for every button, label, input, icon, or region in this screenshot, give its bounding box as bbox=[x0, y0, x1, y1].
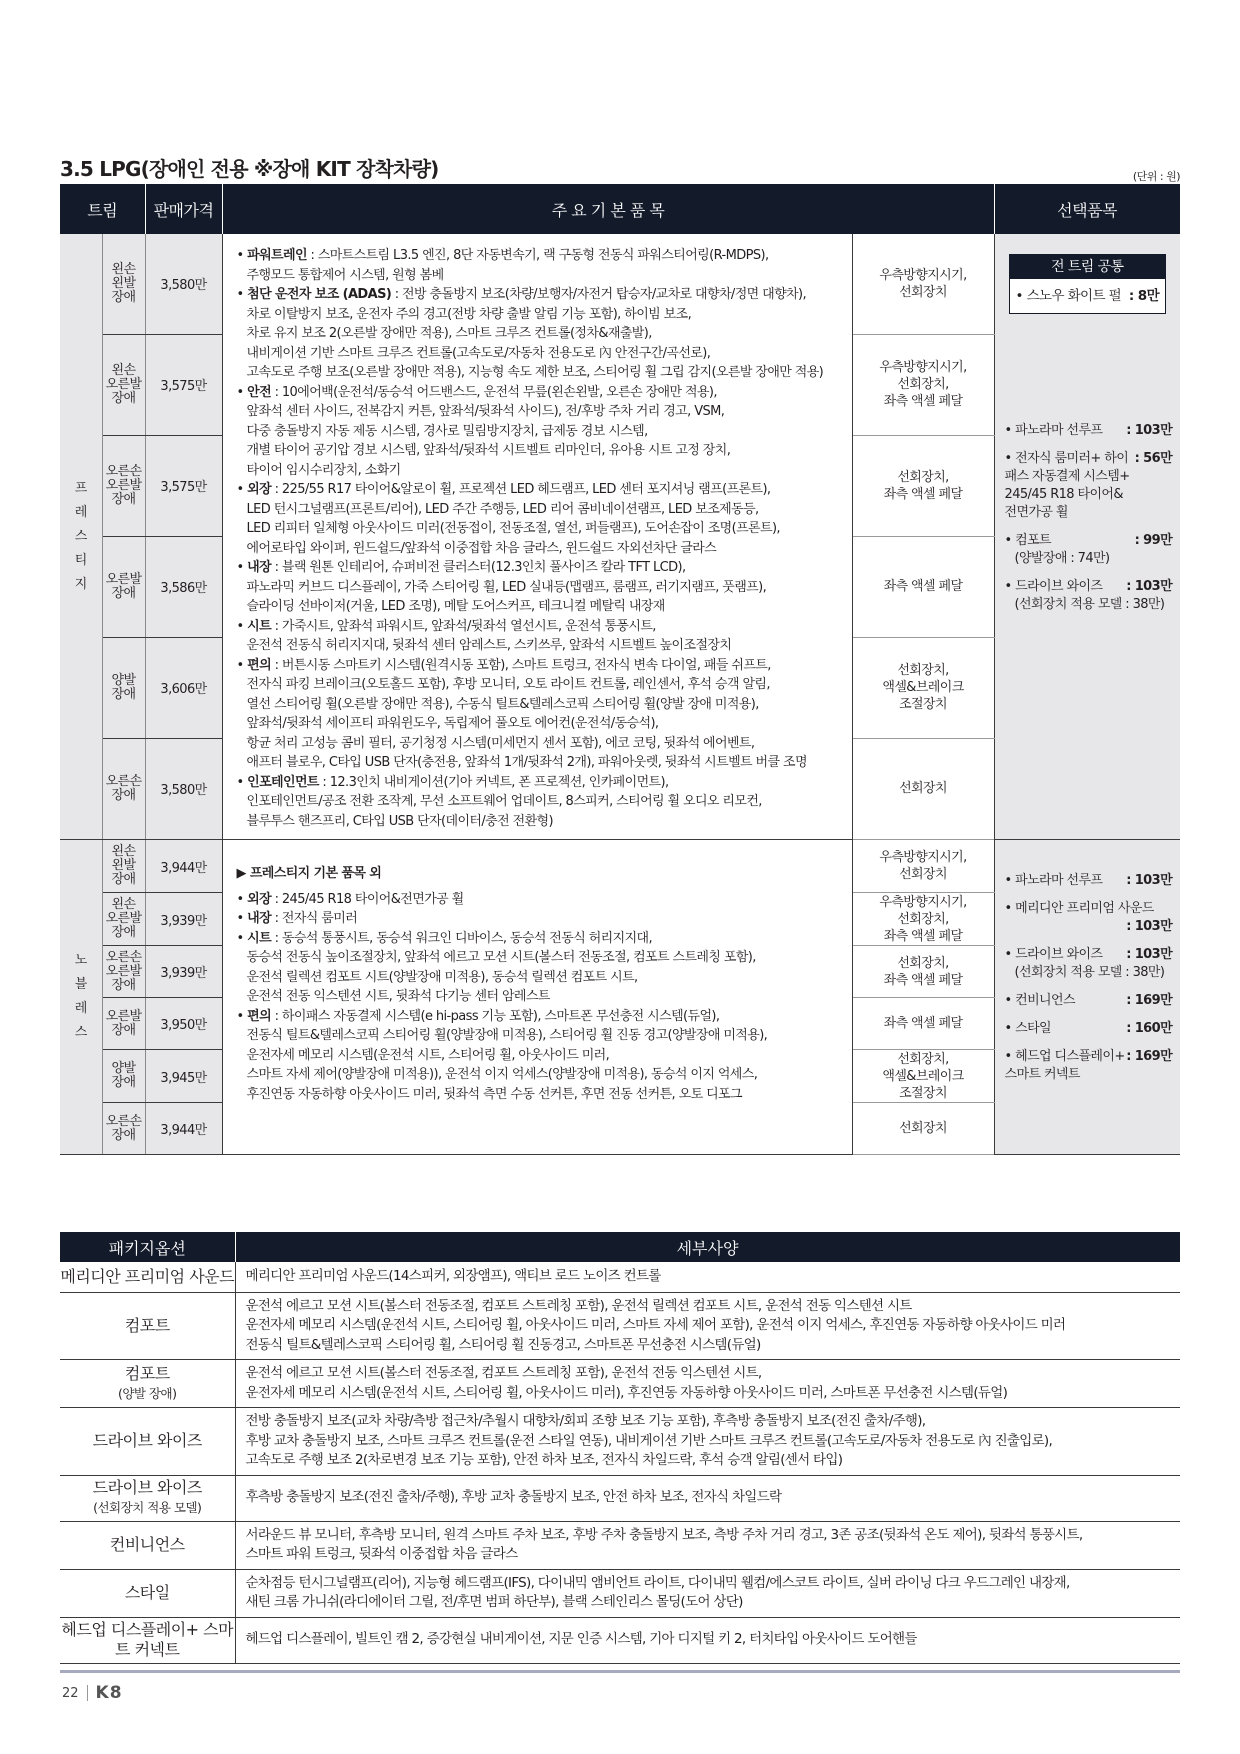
footer-divider bbox=[60, 1670, 1180, 1673]
package-detail-line: 전방 충돌방지 보조(교차 차량/측방 접근차/추월시 대향차/회피 조향 보조 기능 포함), 후측방 충돌방지 보조(전진 출차/주행), bbox=[245, 1413, 926, 1429]
model-char: 노 bbox=[74, 953, 87, 968]
feature-item bbox=[235, 558, 844, 617]
model-char: 블 bbox=[74, 977, 87, 992]
feature-label: 내장 bbox=[247, 560, 272, 575]
feature-text: 고속도로 주행 보조(오른발 장애만 적용), 지능형 속도 제한 보조, 스티어링 휠 그립 감지(오른발 장애만 적용) bbox=[246, 365, 824, 380]
package-name bbox=[60, 1617, 235, 1663]
feature-text: 운전자세 메모리 시스템(운전석 시트, 스티어링 휠, 아웃사이드 미러, bbox=[246, 1047, 610, 1063]
feature-text: : 블랙 원톤 인테리어, 슈퍼비전 클러스터(12.3인치 풀사이즈 칼라 TFT LCD), bbox=[271, 560, 686, 575]
spec-table bbox=[60, 184, 1181, 1155]
feature-text: 스마트 자세 제어(양발장애 미적용)), 운전석 이지 억세스(양발장애 미적용), 동승석 이지 억세스, bbox=[246, 1067, 758, 1082]
trim-name bbox=[102, 637, 145, 738]
equipment-line: 좌측 액셀 페달 bbox=[883, 579, 963, 595]
feature-text: 차로 이탈방지 보조, 운전자 주의 경고(전방 차량 출발 알림 기능 포함), 하이빔 보조, bbox=[246, 306, 692, 322]
feature-text: 파노라믹 커브드 디스플레이, 가죽 스티어링 휠, LED 실내등(맵램프, 룸램프, 러기지램프, 풋램프), bbox=[246, 579, 767, 595]
trim-specific-equipment bbox=[852, 637, 994, 738]
package-row bbox=[60, 1408, 1180, 1476]
feature-label: 안전 bbox=[247, 384, 272, 400]
trim-specific-equipment bbox=[852, 998, 994, 1050]
trim-name bbox=[102, 234, 145, 334]
trim-line: 장애 bbox=[111, 1022, 136, 1038]
feature-item bbox=[235, 383, 844, 481]
trim-line: 오른발 bbox=[105, 911, 142, 926]
noblesse-row bbox=[60, 840, 1180, 893]
trim-line: 장애 bbox=[111, 390, 136, 406]
package-detail-line: 서라운드 뷰 모니터, 후측방 모니터, 원격 스마트 주차 보조, 후방 주차 충돌방지 보조, 측방 주차 거리 경고, 3존 공조(뒷좌석 온도 제어), 뒷좌석 통풍시트, bbox=[245, 1526, 1083, 1543]
package-detail bbox=[235, 1475, 1180, 1521]
package-table bbox=[60, 1232, 1181, 1664]
header-options: 선택품목 bbox=[994, 184, 1180, 234]
package-name-text: 드라이브 와이즈 bbox=[92, 1431, 202, 1451]
noblesse-main-features bbox=[222, 840, 852, 1155]
feature-item bbox=[235, 1007, 844, 1105]
package-name-text: 드라이브 와이즈 bbox=[92, 1478, 202, 1497]
package-detail-line: 운전자세 메모리 시스템(운전석 시트, 스티어링 휠, 아웃사이드 미러, 스마트 자세 제어 포함), 운전석 이지 억세스, 후진연동 자동하향 아웃사이드 미러 bbox=[245, 1317, 1066, 1333]
equipment-line: 선회장치, bbox=[897, 469, 949, 485]
package-detail bbox=[235, 1408, 1180, 1476]
feature-text: 항균 처리 고성능 콤비 필터, 공기청정 시스템(미세먼지 센서 포함), 에코 코팅, 뒷좌석 에어벤트, bbox=[246, 735, 755, 751]
trim-name bbox=[102, 946, 145, 998]
trim-specific-equipment bbox=[852, 893, 994, 946]
package-detail-line: 후측방 충돌방지 보조(전진 출차/주행), 후방 교차 충돌방지 보조, 안전 하차 보조, 전자식 차일드락 bbox=[245, 1489, 782, 1506]
trim-price: 3,606만 bbox=[145, 637, 222, 738]
trim-specific-equipment bbox=[852, 334, 994, 435]
feature-text: 블루투스 핸즈프리, C타입 USB 단자(데이터/충전 전환형) bbox=[246, 813, 553, 829]
feature-label: 인포테인먼트 bbox=[247, 774, 319, 790]
prestige-main-features bbox=[222, 234, 852, 840]
option-name: • 컨비니언스 bbox=[1004, 993, 1075, 1008]
trim-line: 오른발 bbox=[105, 963, 142, 979]
trim-line: 양발 bbox=[111, 1061, 136, 1076]
equipment-line: 액셀&브레이크 bbox=[882, 1068, 964, 1084]
noblesse-model-name bbox=[60, 840, 102, 1155]
header-price: 판매가격 bbox=[145, 184, 222, 234]
equipment-line: 선회장치 bbox=[899, 781, 947, 797]
intro-line: ▶ 프레스티지 기본 품목 외 bbox=[236, 866, 382, 881]
equipment-line: 선회장치, bbox=[897, 955, 949, 971]
feature-text: 운전석 전동 익스텐션 시트, 뒷좌석 다기능 센터 암레스트 bbox=[246, 989, 550, 1004]
trim-line: 장애 bbox=[111, 1075, 136, 1090]
trim-line: 장애 bbox=[111, 289, 136, 305]
feature-text: 앞좌석/뒷좌석 세이프티 파워윈도우, 독립제어 풀오토 에어컨(운전석/동승석), bbox=[246, 716, 659, 731]
option-note: (양발장애 : 74만) bbox=[1014, 551, 1110, 566]
package-detail-line: 전동식 틸트&텔레스코픽 스티어링 휠, 스티어링 휠 진동경고, 스마트폰 무선충전 시스템(듀얼) bbox=[245, 1336, 761, 1353]
package-detail bbox=[235, 1617, 1180, 1663]
feature-text: 인포테인먼트/공조 전환 조작계, 무선 소프트웨어 업데이트, 8스피커, 스티어링 휠 오디오 리모컨, bbox=[246, 794, 762, 809]
trim-line: 왼발 bbox=[111, 275, 136, 291]
unit-note: (단위 : 원) bbox=[1132, 170, 1180, 183]
feature-text: LED 턴시그널램프(프론트/리어), LED 주간 주행등, LED 리어 콤비네이션램프, LED 보조제동등, bbox=[246, 501, 759, 517]
bullet: • bbox=[236, 657, 248, 673]
equipment-line: 좌측 액셀 페달 bbox=[883, 972, 963, 988]
option-price: : 169만 bbox=[1126, 1049, 1173, 1064]
option-price: : 103만 bbox=[1126, 423, 1173, 438]
feature-text: 주행모드 통합제어 시스템, 원형 봄베 bbox=[246, 267, 444, 283]
trim-price: 3,945만 bbox=[145, 1050, 222, 1103]
package-header-detail: 세부사양 bbox=[235, 1232, 1180, 1262]
trim-price: 3,575만 bbox=[145, 334, 222, 435]
option-name: • 메리디안 프리미엄 사운드 bbox=[1004, 901, 1154, 916]
feature-text: : 가죽시트, 앞좌석 파워시트, 앞좌석/뒷좌석 열선시트, 운전석 통풍시트, bbox=[271, 618, 656, 634]
trim-specific-equipment bbox=[852, 946, 994, 998]
brand-name: K8 bbox=[95, 1683, 123, 1703]
option-item bbox=[1005, 532, 1173, 568]
option-price: : 8만 bbox=[1128, 288, 1160, 304]
trim-line: 왼손 bbox=[111, 261, 136, 277]
feature-text: 개별 타이어 공기압 경보 시스템, 앞좌석/뒷좌석 시트벨트 리마인더, 유아용 시트 고정 장치, bbox=[246, 443, 731, 458]
feature-item bbox=[235, 909, 844, 929]
feature-text: : 전방 충돌방지 보조(차량/보행자/자전거 탑승자/교차로 대향차/정면 대향차), bbox=[391, 287, 807, 302]
package-detail bbox=[235, 1569, 1180, 1617]
package-name bbox=[60, 1521, 235, 1569]
package-detail-line: 운전자세 메모리 시스템(운전석 시트, 스티어링 휠, 아웃사이드 미러), 후진연동 자동하향 아웃사이드 미러, 스마트폰 무선충전 시스템(듀얼) bbox=[245, 1384, 1008, 1401]
feature-text: : 버튼시동 스마트키 시스템(원격시동 포함), 스마트 트렁크, 전자식 변속 다이얼, 패들 쉬프트, bbox=[271, 657, 771, 673]
noblesse-options bbox=[994, 840, 1180, 1155]
feature-text: : 전자식 룸미러 bbox=[271, 911, 358, 926]
package-detail-line: 메리디안 프리미엄 사운드(14스피커, 외장앰프), 액티브 로드 노이즈 컨트롤 bbox=[245, 1268, 661, 1284]
package-detail-line: 후방 교차 충돌방지 보조, 스마트 크루즈 컨트롤(운전 스타일 연동), 내비게이션 기반 스마트 크루즈 컨트롤(고속도로/자동차 전용도로 內 진출입로), bbox=[245, 1432, 1053, 1449]
common-option-item bbox=[1010, 279, 1166, 313]
option-price: : 99만 bbox=[1134, 533, 1173, 548]
feature-label: 시트 bbox=[247, 618, 272, 634]
trim-line: 오른손 bbox=[105, 773, 142, 789]
trim-price: 3,944만 bbox=[145, 1103, 222, 1155]
feature-item bbox=[235, 656, 844, 773]
package-row bbox=[60, 1569, 1180, 1617]
equipment-line: 좌측 액셀 페달 bbox=[883, 394, 963, 410]
trim-line: 오른발 bbox=[105, 477, 142, 493]
feature-item bbox=[235, 890, 844, 910]
model-char: 프 bbox=[74, 480, 87, 496]
feature-text: : 10에어백(운전석/동승석 어드밴스드, 운전석 무릎(왼손왼발, 오른손 장애만 적용), bbox=[271, 384, 717, 400]
bullet: • bbox=[236, 891, 248, 907]
option-item bbox=[1005, 872, 1173, 890]
equipment-line: 선회장치, bbox=[897, 1051, 949, 1067]
package-detail bbox=[235, 1262, 1180, 1292]
feature-item bbox=[235, 285, 844, 383]
model-char: 레 bbox=[74, 504, 87, 520]
option-item bbox=[1005, 578, 1173, 614]
option-price: : 169만 bbox=[1126, 993, 1173, 1008]
trim-specific-equipment bbox=[852, 1050, 994, 1103]
option-note: (선회장치 적용 모델 : 38만) bbox=[1014, 965, 1165, 980]
package-name-text: 스타일 bbox=[124, 1583, 170, 1602]
equipment-line: 조절장치 bbox=[899, 697, 947, 713]
package-name bbox=[60, 1408, 235, 1476]
option-price: : 56만 bbox=[1134, 451, 1173, 466]
trim-specific-equipment bbox=[852, 536, 994, 637]
package-header-row bbox=[60, 1232, 1180, 1262]
package-name-text: 컴포트 bbox=[124, 1363, 170, 1383]
model-char: 지 bbox=[74, 576, 87, 592]
trim-specific-equipment bbox=[852, 738, 994, 839]
trim-line: 오른손 bbox=[105, 463, 142, 479]
header-main: 주 요 기 본 품 목 bbox=[222, 184, 994, 234]
header-trim: 트림 bbox=[60, 184, 145, 234]
prestige-options bbox=[994, 234, 1180, 840]
trim-price: 3,944만 bbox=[145, 840, 222, 893]
option-item bbox=[1005, 450, 1173, 522]
trim-line: 장애 bbox=[111, 977, 136, 993]
option-item bbox=[1005, 1020, 1173, 1038]
bullet: • bbox=[236, 384, 248, 400]
feature-label: 편의 bbox=[247, 657, 272, 673]
trim-line: 왼발 bbox=[111, 858, 136, 873]
package-name-text: 컴포트 bbox=[124, 1315, 170, 1335]
trim-line: 왼손 bbox=[111, 897, 136, 912]
package-row bbox=[60, 1360, 1180, 1408]
feature-text: 후진연동 자동하향 아웃사이드 미러, 뒷좌석 측면 수동 선커튼, 후면 전동 선커튼, 오토 디포그 bbox=[246, 1086, 742, 1102]
feature-label: 파워트레인 bbox=[247, 248, 307, 263]
package-name bbox=[60, 1262, 235, 1292]
model-char: 스 bbox=[74, 1025, 87, 1040]
package-header-name: 패키지옵션 bbox=[60, 1232, 235, 1262]
footer-separator bbox=[87, 1685, 88, 1701]
option-item bbox=[1005, 946, 1173, 982]
trim-specific-equipment bbox=[852, 234, 994, 334]
package-name bbox=[60, 1292, 235, 1360]
trim-name bbox=[102, 536, 145, 637]
feature-text: 슬라이딩 선바이저(거울, LED 조명), 메탈 도어스커프, 테크니컬 메탈릭 내장재 bbox=[246, 599, 665, 614]
feature-text: 열선 스티어링 휠(오른발 장애만 적용), 수동식 틸트&텔레스코픽 스티어링 휠(양발 장애 미적용), bbox=[246, 696, 759, 712]
package-detail-line: 운전석 에르고 모션 시트(볼스터 전동조절, 컴포트 스트레칭 포함), 운전석 전동 익스텐션 시트, bbox=[245, 1365, 762, 1381]
feature-item bbox=[235, 617, 844, 656]
feature-text: : 12.3인치 내비게이션(기아 커넥트, 폰 프로젝션, 인카페이먼트), bbox=[318, 774, 669, 790]
feature-text: : 동승석 통풍시트, 동승석 워크인 디바이스, 동승석 전동식 허리지지대, bbox=[271, 930, 653, 946]
option-price: : 103만 bbox=[1126, 947, 1173, 962]
equipment-line: 좌측 액셀 페달 bbox=[883, 1016, 963, 1031]
feature-item bbox=[235, 929, 844, 1007]
package-name-text: 헤드업 디스플레이+ 스마트 커넥트 bbox=[61, 1620, 234, 1659]
trim-name bbox=[102, 334, 145, 435]
option-name: • 파노라마 선루프 bbox=[1004, 423, 1103, 438]
feature-text: 차로 유지 보조 2(오른발 장애만 적용), 스마트 크루즈 컨트롤(정차&재출발), bbox=[246, 326, 652, 341]
option-name: • 드라이브 와이즈 bbox=[1004, 579, 1103, 594]
equipment-line: 선회장치 bbox=[899, 1121, 947, 1136]
feature-label: 외장 bbox=[247, 891, 272, 907]
option-price: : 160만 bbox=[1126, 1021, 1173, 1036]
bullet: • bbox=[236, 287, 248, 302]
package-name bbox=[60, 1569, 235, 1617]
equipment-line: 선회장치, bbox=[897, 663, 949, 679]
trim-line: 장애 bbox=[111, 787, 136, 803]
feature-text: : 245/45 R18 타이어&전면가공 휠 bbox=[271, 891, 464, 907]
bullet: • bbox=[236, 1008, 248, 1024]
trim-price: 3,586만 bbox=[145, 536, 222, 637]
trim-name bbox=[102, 1050, 145, 1103]
package-name bbox=[60, 1360, 235, 1408]
feature-text: 에어로타입 와이퍼, 윈드쉴드/앞좌석 이중접합 차음 글라스, 윈드쉴드 자외선차단 글라스 bbox=[246, 540, 717, 556]
spacer bbox=[1005, 314, 1173, 422]
feature-text: 운전석 릴렉션 컴포트 시트(양발장애 미적용), 동승석 릴렉션 컴포트 시트, bbox=[246, 969, 638, 985]
bullet: • bbox=[236, 930, 248, 946]
trim-line: 오른손 bbox=[105, 949, 142, 965]
bullet: • bbox=[236, 248, 248, 263]
trim-price: 3,939만 bbox=[145, 946, 222, 998]
package-detail bbox=[235, 1292, 1180, 1360]
feature-text: 동승석 전동식 높이조절장치, 앞좌석 에르고 모션 시트(볼스터 전동조절, 컴포트 스트레칭 포함), bbox=[246, 950, 756, 965]
feature-item bbox=[235, 480, 844, 558]
trim-line: 장애 bbox=[111, 585, 136, 601]
feature-label: 편의 bbox=[247, 1008, 272, 1024]
common-options-box bbox=[1009, 254, 1167, 314]
package-name-text: 메리디안 프리미엄 사운드 bbox=[60, 1266, 235, 1286]
feature-text: 내비게이션 기반 스마트 크루즈 컨트롤(고속도로/자동차 전용도로 內 안전구간/곡선로), bbox=[246, 345, 711, 361]
trim-specific-equipment bbox=[852, 435, 994, 536]
feature-text: : 하이패스 자동결제 시스템(e hi-pass 기능 포함), 스마트폰 무선충전 시스템(듀얼), bbox=[271, 1008, 720, 1024]
equipment-line: 우측방향지시기, bbox=[879, 360, 967, 376]
spec-header-row bbox=[60, 184, 1180, 234]
page-number: 22 bbox=[62, 1685, 79, 1701]
equipment-line: 선회장치, bbox=[897, 377, 949, 393]
package-row bbox=[60, 1475, 1180, 1521]
trim-name bbox=[102, 998, 145, 1050]
option-name: • 헤드업 디스플레이+ 스마트 커넥트 bbox=[1004, 1049, 1125, 1082]
trim-line: 장애 bbox=[111, 491, 136, 507]
feature-item bbox=[235, 773, 844, 832]
option-item bbox=[1005, 900, 1173, 936]
trim-specific-equipment bbox=[852, 1103, 994, 1155]
feature-text: : 스마트스트림 L3.5 엔진, 8단 자동변속기, 랙 구동형 전동식 파워스티어링(R-MDPS), bbox=[306, 248, 769, 263]
trim-line: 오른손 bbox=[105, 1113, 142, 1129]
feature-text: 앞좌석 센터 사이드, 전복감지 커튼, 앞좌석/뒷좌석 사이드), 전/후방 주차 거리 경고, VSM, bbox=[246, 404, 725, 419]
option-note: (선회장치 적용 모델 : 38만) bbox=[1014, 597, 1165, 612]
equipment-line: 좌측 액셀 페달 bbox=[883, 486, 963, 502]
trim-line: 장애 bbox=[111, 925, 136, 940]
feature-text: 운전석 전동식 허리지지대, 뒷좌석 센터 암레스트, 스키쓰루, 앞좌석 시트벨트 높이조절장치 bbox=[246, 638, 732, 653]
package-detail-line: 헤드업 디스플레이, 빌트인 캠 2, 증강현실 내비게이션, 지문 인증 시스템, 기아 디지털 키 2, 터치타입 아웃사이드 도어핸들 bbox=[245, 1631, 917, 1648]
bullet: • bbox=[236, 911, 248, 926]
option-item bbox=[1005, 422, 1173, 440]
feature-text: LED 리피터 일체형 아웃사이드 미러(전동접이, 전동조절, 열선, 퍼들램프), 도어손잡이 조명(프론트), bbox=[246, 521, 780, 536]
trim-name bbox=[102, 738, 145, 839]
package-detail-line: 새틴 크롬 가니쉬(라디에이터 그릴, 전/후면 범퍼 하단부), 블랙 스테인리스 몰딩(도어 상단) bbox=[245, 1594, 743, 1610]
option-name: • 컴포트 bbox=[1004, 533, 1052, 548]
option-price: : 103만 bbox=[1126, 873, 1173, 888]
common-options-header: 전 트림 공통 bbox=[1010, 255, 1166, 279]
trim-line: 오른발 bbox=[105, 376, 142, 392]
equipment-line: 선회장치 bbox=[899, 867, 947, 882]
equipment-line: 우측방향지시기, bbox=[879, 267, 967, 283]
option-name: • 스타일 bbox=[1004, 1021, 1052, 1036]
feature-label: 외장 bbox=[247, 482, 272, 497]
bullet: • bbox=[236, 618, 248, 634]
package-detail-line: 순차점등 턴시그널램프(리어), 지능형 헤드램프(IFS), 다이내믹 앰비언트 라이트, 다이내믹 웰컴/에스코트 라이트, 실버 라이닝 다크 우드그레인 내장재, bbox=[245, 1574, 1070, 1591]
model-char: 스 bbox=[74, 528, 87, 544]
feature-label: 첨단 운전자 보조 (ADAS) bbox=[247, 287, 392, 302]
equipment-line: 좌측 액셀 페달 bbox=[883, 928, 963, 944]
feature-item bbox=[235, 246, 844, 285]
feature-text: 다중 충돌방지 자동 제동 시스템, 경사로 밀림방지장치, 급제동 경보 시스템, bbox=[246, 423, 648, 439]
trim-line: 왼손 bbox=[111, 844, 136, 859]
package-name-note: (양발 장애) bbox=[117, 1385, 177, 1401]
trim-price: 3,939만 bbox=[145, 893, 222, 946]
feature-text: 전자식 파킹 브레이크(오토홀드 포함), 후방 모니터, 오토 라이트 컨트롤, 레인센서, 후석 승객 알림, bbox=[246, 677, 770, 692]
package-name-note: (선회장치 적용 모델) bbox=[93, 1500, 202, 1515]
page-title: 3.5 LPG(장애인 전용 ※장애 KIT 장착차량) bbox=[60, 157, 439, 181]
package-name-text: 컨비니언스 bbox=[109, 1535, 185, 1554]
package-row bbox=[60, 1617, 1180, 1663]
option-item bbox=[1005, 1048, 1173, 1084]
equipment-line: 선회장치 bbox=[899, 284, 947, 300]
model-char: 레 bbox=[74, 1001, 87, 1016]
package-row bbox=[60, 1292, 1180, 1360]
package-detail-line: 운전석 에르고 모션 시트(볼스터 전동조절, 컴포트 스트레칭 포함), 운전석 릴렉션 컴포트 시트, 운전석 전동 익스텐션 시트 bbox=[245, 1297, 912, 1314]
option-name: • 스노우 화이트 펄 bbox=[1015, 288, 1122, 304]
package-row bbox=[60, 1521, 1180, 1569]
prestige-model-name bbox=[60, 234, 102, 840]
trim-name bbox=[102, 1103, 145, 1155]
trim-specific-equipment bbox=[852, 840, 994, 893]
trim-line: 장애 bbox=[111, 1127, 136, 1143]
option-item bbox=[1005, 992, 1173, 1010]
feature-text: 전동식 틸트&텔레스코픽 스티어링 휠(양발장애 미적용), 스티어링 휠 진동 경고(양발장애 미적용), bbox=[246, 1028, 768, 1043]
option-name: • 드라이브 와이즈 bbox=[1004, 947, 1103, 962]
feature-label: 시트 bbox=[247, 930, 272, 946]
package-detail-line: 고속도로 주행 보조 2(차로변경 보조 기능 포함), 안전 하차 보조, 전자식 차일드락, 후석 승객 알림(센서 타입) bbox=[245, 1452, 843, 1468]
option-price: : 103만 bbox=[1126, 919, 1173, 934]
equipment-line: 선회장치, bbox=[897, 911, 949, 927]
spacer bbox=[1005, 850, 1173, 872]
feature-label: 내장 bbox=[247, 911, 272, 926]
option-name: • 파노라마 선루프 bbox=[1004, 873, 1103, 888]
equipment-line: 우측방향지시기, bbox=[879, 850, 967, 865]
package-name bbox=[60, 1475, 235, 1521]
feature-text: 애프터 블로우, C타입 USB 단자(충전용, 앞좌석 1개/뒷좌석 2개), 파워아웃렛, 뒷좌석 시트벨트 버클 조명 bbox=[246, 755, 807, 770]
package-detail bbox=[235, 1521, 1180, 1569]
model-char: 티 bbox=[74, 552, 87, 568]
trim-line: 왼손 bbox=[111, 362, 136, 378]
trim-name bbox=[102, 840, 145, 893]
trim-line: 장애 bbox=[111, 686, 136, 702]
trim-price: 3,580만 bbox=[145, 738, 222, 839]
prestige-row bbox=[60, 234, 1180, 334]
trim-name bbox=[102, 435, 145, 536]
trim-price: 3,575만 bbox=[145, 435, 222, 536]
feature-text: : 225/55 R17 타이어&알로이 휠, 프로젝션 LED 헤드램프, LED 센터 포지셔닝 램프(프론트), bbox=[271, 482, 771, 497]
trim-name bbox=[102, 893, 145, 946]
package-row bbox=[60, 1262, 1180, 1292]
package-detail bbox=[235, 1360, 1180, 1408]
trim-price: 3,950만 bbox=[145, 998, 222, 1050]
equipment-line: 액셀&브레이크 bbox=[882, 680, 964, 696]
package-detail-line: 스마트 파워 트렁크, 뒷좌석 이중접합 차음 글라스 bbox=[245, 1546, 518, 1562]
bullet: • bbox=[236, 774, 248, 790]
bullet: • bbox=[236, 560, 248, 575]
option-price: : 103만 bbox=[1126, 579, 1173, 594]
equipment-line: 조절장치 bbox=[899, 1085, 947, 1101]
trim-line: 오른발 bbox=[105, 571, 142, 587]
footer bbox=[62, 1683, 123, 1703]
bullet: • bbox=[236, 482, 248, 497]
equipment-line: 우측방향지시기, bbox=[879, 894, 967, 910]
feature-text: 타이어 임시수리장치, 소화기 bbox=[246, 462, 401, 478]
trim-line: 장애 bbox=[111, 872, 136, 887]
option-name: • 전자식 룸미러+ 하이패스 자동결제 시스템+ 245/45 R18 타이어& 전면가공 휠 bbox=[1004, 451, 1130, 520]
trim-line: 오른발 bbox=[105, 1008, 142, 1024]
trim-line: 양발 bbox=[111, 672, 136, 688]
trim-price: 3,580만 bbox=[145, 234, 222, 334]
